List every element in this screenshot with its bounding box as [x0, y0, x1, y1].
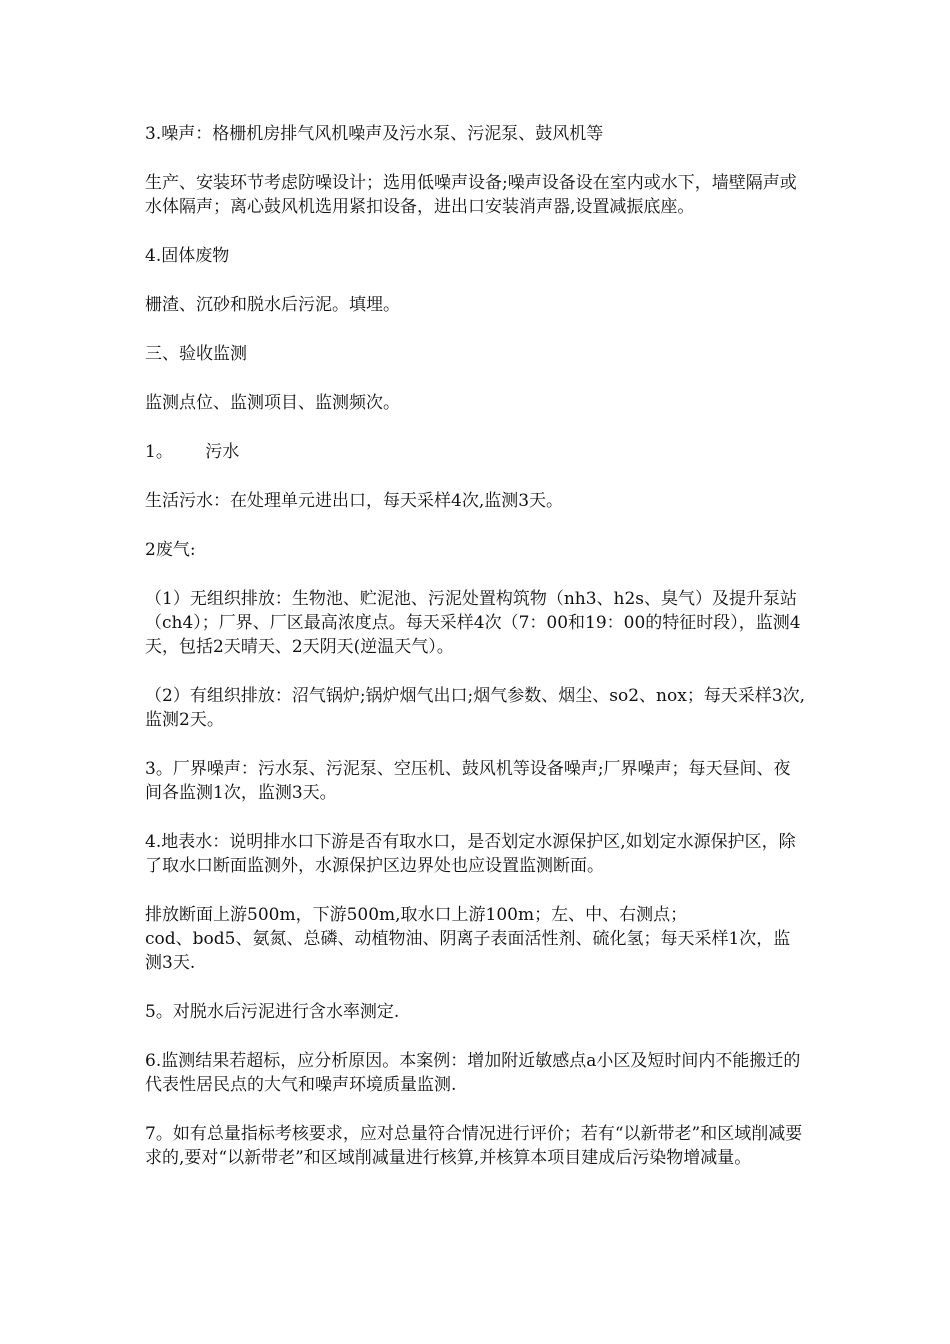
paragraph-sewage-heading: 1。 污水	[145, 442, 240, 462]
paragraph-surface-water: 4.地表水：说明排水口下游是否有取水口，是否划定水源保护区,如划定水源保护区，除了取水口断面监测外，水源保护区边界处也应设置监测断面。	[145, 832, 796, 876]
paragraph-organized-emission: （2）有组织排放：沼气锅炉;锅炉烟气出口;烟气参数、烟尘、so2、nox；每天采样3次,监测2天。	[145, 686, 806, 730]
paragraph-noise-heading: 3.噪声：格栅机房排气风机噪声及污水泵、污泥泵、鼓风机等	[145, 124, 604, 144]
paragraph-boundary-noise: 3。厂界噪声：污水泵、污泥泵、空压机、鼓风机等设备噪声;厂界噪声；每天昼间、夜间各监测1次，监测3天。	[145, 759, 791, 803]
paragraph-exhaust-heading: 2废气:	[145, 540, 196, 560]
paragraph-sludge-moisture: 5。对脱水后污泥进行含水率测定.	[145, 1002, 400, 1022]
paragraph-surface-water-items: cod、bod5、氨氮、总磷、动植物油、阴离子表面活性剂、硫化氢；每天采样1次，监测3天.	[145, 929, 791, 973]
paragraph-exceedance-analysis: 6.监测结果若超标，应分析原因。本案例：增加附近敏感点a小区及短时间内不能搬迁的代表性居民点的大气和噪声环境质量监测.	[145, 1051, 801, 1095]
paragraph-discharge-sections: 排放断面上游500m，下游500m,取水口上游100m；左、中、右测点；	[145, 905, 688, 925]
section-heading-acceptance-monitoring: 三、验收监测	[145, 344, 247, 364]
document-body	[145, 122, 807, 1195]
paragraph-sewage-detail: 生活污水：在处理单元进出口，每天采样4次,监测3天。	[145, 491, 564, 511]
paragraph-total-quantity-assessment: 7。如有总量指标考核要求，应对总量符合情况进行评价；若有“以新带老”和区域削减要求的,要对“以新带老”和区域削减量进行核算,并核算本项目建成后污染物增减量。	[145, 1124, 803, 1168]
paragraph-unorganized-emission: （1）无组织排放：生物池、贮泥池、污泥处置构筑物（nh3、h2s、臭气）及提升泵站（ch4）；厂界、厂区最高浓度点。每天采样4次（7：00和19：00的特征时段），监测4天，包括2天晴天、2天阴天(逆温天气）。	[145, 589, 801, 657]
paragraph-solid-waste-heading: 4.固体废物	[145, 246, 230, 266]
paragraph-monitoring-scope: 监测点位、监测项目、监测频次。	[145, 393, 400, 413]
paragraph-solid-waste-detail: 栅渣、沉砂和脱水后污泥。填埋。	[145, 295, 400, 315]
paragraph-noise-measures: 生产、安装环节考虑防噪设计；选用低噪声设备;噪声设备设在室内或水下，墙壁隔声或水体隔声；离心鼓风机选用紧扣设备，进出口安装消声器,设置减振底座。	[145, 173, 797, 217]
